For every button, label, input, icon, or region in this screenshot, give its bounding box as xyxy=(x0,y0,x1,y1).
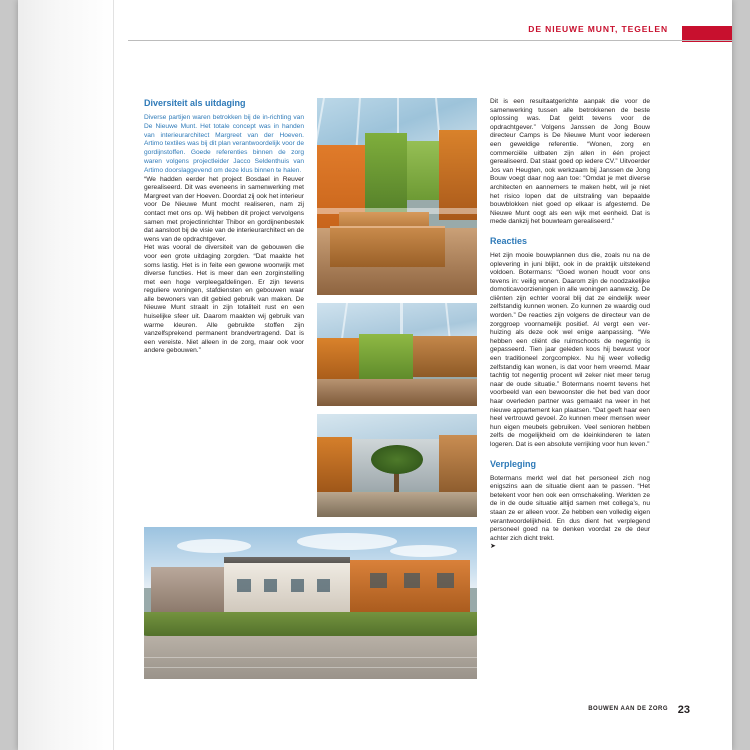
photo4-paving-line xyxy=(144,657,477,658)
column-right-paragraph-3: Botermans merkt wel dat het personeel zich nog enigszins aan de situatie dient aan te passen. “Het betekent voor hen ook een omschakeling. Werkten ze de in de oude situatie altijd samen met collega’s, nu staan ze er alleen voor. Ze hebben een volledig eigen verantwoordelijkheid. En dus dient het verplegend personeel goed na te denken voordat ze de deur achter zich dicht trekt. xyxy=(490,474,650,542)
photo4-cloud xyxy=(297,533,397,550)
photo3-floor xyxy=(317,492,477,517)
footer-publication-name: BOUWEN AAN DE ZORG xyxy=(588,706,668,712)
photo4-window xyxy=(317,579,330,593)
column-right xyxy=(490,98,650,552)
photo3-left-wall xyxy=(317,437,352,497)
photo1-right-wall xyxy=(439,130,477,221)
magazine-page xyxy=(18,0,732,750)
running-header-title: DE NIEUWE MUNT, TEGELEN xyxy=(528,24,668,34)
binding-divider xyxy=(113,0,114,750)
column-left xyxy=(144,98,304,356)
photo-atrium-interior xyxy=(317,98,477,295)
photo4-window xyxy=(264,579,277,593)
photo3-right-wall xyxy=(439,435,477,497)
photo-exterior-building-view xyxy=(144,527,477,679)
photo4-paving-line xyxy=(144,667,477,668)
photo4-window xyxy=(404,573,421,588)
column-right-heading-verpleging: Verpleging xyxy=(490,458,537,469)
header-rule xyxy=(128,40,732,41)
photo3-tree-canopy xyxy=(371,445,422,474)
photo4-right-building xyxy=(350,560,470,615)
continuation-arrow-icon: ➤ xyxy=(490,543,496,551)
photo4-lawn xyxy=(144,612,477,639)
page-binding-gutter xyxy=(18,0,114,750)
photo2-green-wall xyxy=(359,334,413,381)
column-left-heading: Diversiteit als uitdaging xyxy=(144,98,246,108)
photo2-orange-wall xyxy=(317,338,359,383)
column-right-paragraph-1: Dit is een resultaatgerichte aanpak die voor de samenwerking tussen alle betrokkenen de beste oplossing was. Dat geldt tevens voor de opdrachtgever.” Volgens Janssen de Jong Bouw directeur Camps is De Nieuwe Munt voor iedereen een geweldige referentie. “Wonen, zorg en commerciële uitbaten zijn allen in één project gerealiseerd. Dat staat goed op iedere CV.” Uitvoerder Jos van Heugten, ook werkzaam bij Janssen de Jong Bouw voegt daar nog aan toe: “Omdat je met diverse architecten en aannemers te maken hebt, wil je niet het risico lopen dat de uitstraling van bepaalde bouwblokken niet goed op elkaar is afgestemd. De Nieuwe Munt oogt als een wijk met eenheid. Dat is mede dankzij het bouwteam gerealiseerd.” xyxy=(490,98,650,226)
column-left-intro: Diverse partijen waren betrokken bij de in-richting van De Nieuwe Munt. Het totale concept was in handen van interieurarchitect Margreet van der Hoeven. Artimo textiles was bij dit plan verantwoordelijk voor de gordijnstoffen. Goede referenties binnen de zorg waren volgens projectleider Jacco Seldenthuis van Artimo doorslaggevend om deze klus binnen te halen. xyxy=(144,114,304,174)
photo4-window xyxy=(370,573,387,588)
photo1-green-wall xyxy=(365,133,407,212)
photo2-floor xyxy=(317,379,477,406)
photo4-window xyxy=(237,579,250,593)
photo4-cloud xyxy=(177,539,250,553)
page-number: 23 xyxy=(677,704,690,716)
photo4-left-building xyxy=(151,567,224,613)
column-right-heading-reacties: Reacties xyxy=(490,235,528,246)
photo-courtyard-with-tree xyxy=(317,414,477,517)
photo1-green-wall-secondary xyxy=(407,141,439,200)
photo1-bench xyxy=(330,226,445,267)
photo2-wood-wall xyxy=(413,336,477,377)
column-right-paragraph-2: Het zijn mooie bouwplannen dus die, zoals nu na de oplevering in juni blijkt, ook in de praktijk uitstekend voldoen. Botermans: “Goed wonen houdt voor ons tevens in: veilig wonen. Daarom zijn de noodzakelijke domoticavoorzieningen in alle woningen aanwezig. De cliënten zijn echter vooral blij dat ze eindelijk weer zelfstandig kunnen wonen. Zo kunnen ze waardig oud worden.” De reacties zijn volgens de directeur van de zorggroep voornamelijk positief. Al vergt een ver-huizing als deze ook wel enige aanpassing. “We hebben een cliënt die ruimschoots de negentig is gepasseerd. Tien jaar geleden koos hij bewust voor een traditioneel zorgcomplex. Nu hij weer volledig zelfstandig kan wonen, is dat voor hem vreemd. Maar tachtig tot negentig procent wil zeker niet meer terug naar de oude situatie.” Botermans noemt tevens het voorbeeld van een bewoonster die het bed van door haar overleden partner was gemaakt na weer in het nieuwe appartement kan plaatsen. “Dat geeft haar een heel vertrouwd gevoel. Zo kunnen meer mensen weer hun eigen meubels gebruiken. Veel senioren hebben zelfs de mogelijkheid om de kleinkinderen te laten logeren. Dat is een absolute verrijking voor hun leven.” xyxy=(490,251,650,448)
photo4-window xyxy=(291,579,304,593)
column-left-paragraph-2: Het was vooral de diversiteit van de gebouwen die voor een grote uitdaging zorgden. “Dat maakte het soms lastig. Het is in feite een gewone woonwijk met diverse functies. Het is meer dan een zorginstelling met een hoge verpleegafdelingen. Er zijn tevens reguliere woningen, stafdiensten en gebouwen waar alle bewoners van dit gebied gebruik van maken. De Nieuwe Munt straalt in zijn totaliteit rust en een huiselijke sfeer uit. Daarom maakten wij gebruik van warme kleuren. Alle gebruikte stoffen zijn vanzelfsprekend permanent brandvertragend. Dat is een vereiste. Niet alleen in de zorg, maar ook voor andere gebouwen.” xyxy=(144,244,304,355)
column-left-paragraph-1: “We hadden eerder het project Bosdael in Reuver gerealiseerd. Dit was eveneens in samenwerking met Margreet van der Hoeven. Doordat zij ook het interieur voor De Nieuwe Munt mocht realiseren, nam zij contact met ons op. Wij hebben dit project vervolgens samen met projectinrichter Thibor en gordijnenbestek dat aansloot bij de visie van de interieurarchitect en de wens van de opdrachtgever. xyxy=(144,175,304,243)
photo4-window xyxy=(437,573,454,588)
photo-corridor-glass-roof xyxy=(317,303,477,406)
